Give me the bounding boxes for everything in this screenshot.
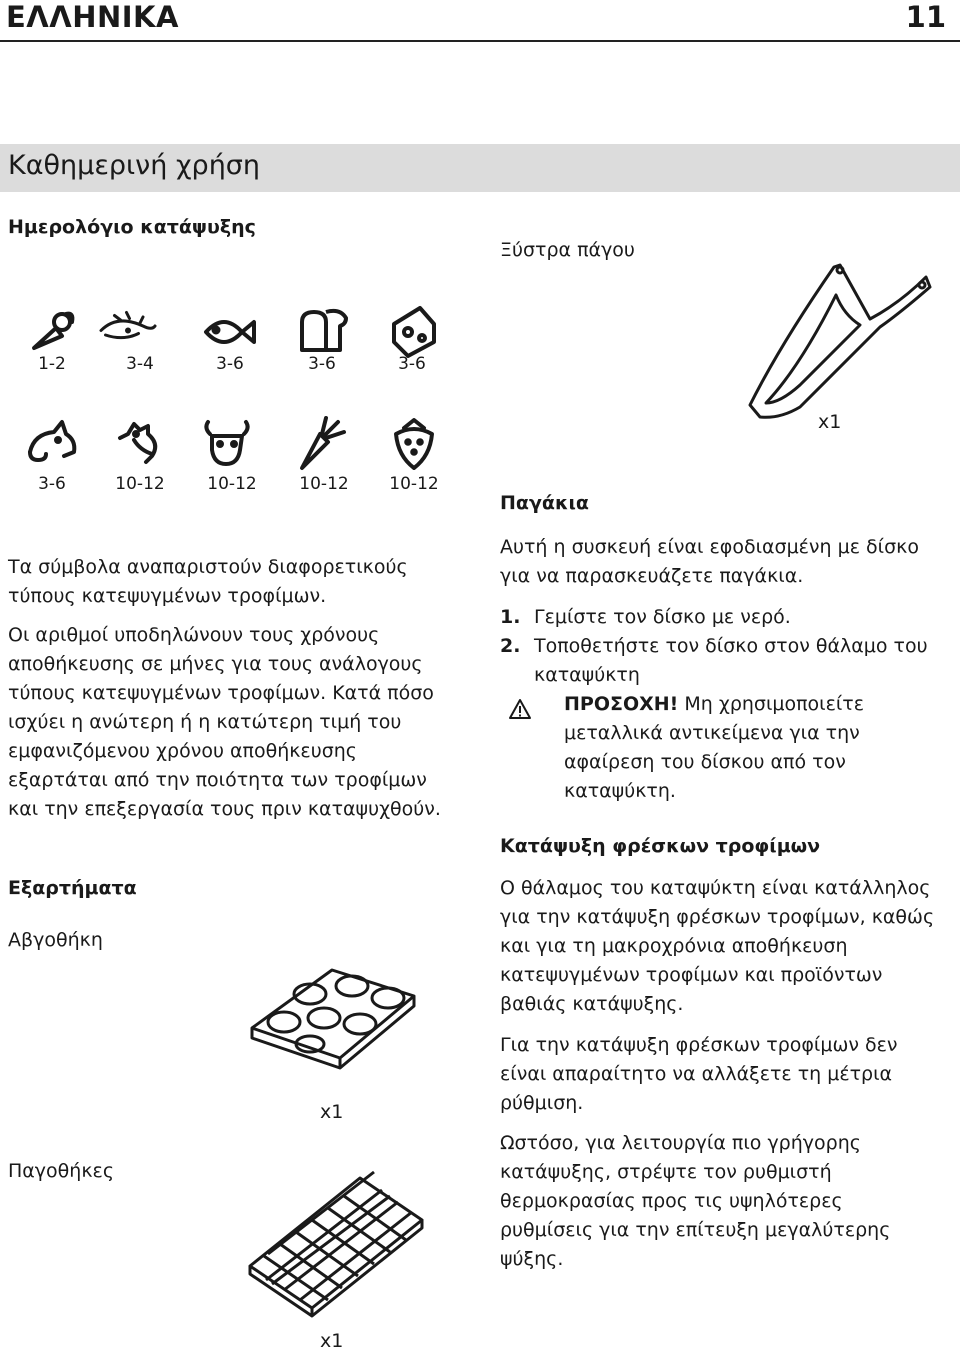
storage-times-paragraph: Οι αριθμοί υποδηλώνουν τους χρόνους αποθήκευσης σε μήνες για τους ανάλογους τύπους κατεψυγμένων τροφίμων. Κατά πόσο ισχύει η ανώτερη ή η κατώτερη τιμή του εμφανιζόμενου χρόνου αποθήκευσης εξαρτάται από την ποιότητα των τροφίμων και την επεξεργασία τους πριν καταψυχθούν. — [8, 624, 441, 820]
language-header: ΕΛΛΗΝΙΚΑ — [6, 0, 179, 34]
ice-cubes-heading: Παγάκια — [500, 492, 589, 514]
ice-cubes-steps — [500, 603, 952, 690]
egg-tray-illustration — [248, 966, 418, 1096]
fresh-food-paragraph-1: Ο θάλαμος του καταψύκτη είναι κατάλληλος για την κατάψυξη φρέσκων τροφίμων, καθώς και για τη μακροχρόνια αποθήκευση κατεψυγμένων τροφίμων και προϊόντων βαθιάς κατάψυξης. — [500, 877, 935, 1015]
step-1 — [500, 603, 952, 632]
ice-tray-illustration — [246, 1172, 426, 1322]
egg-tray-quantity: x1 — [320, 1101, 344, 1123]
storage-months-pork: 3-6 — [38, 474, 66, 494]
ice-scraper-quantity: x1 — [818, 411, 842, 433]
storage-months-fish: 3-6 — [216, 354, 244, 374]
carrot-icon — [292, 414, 352, 474]
fresh-food-paragraph-2: Για την κατάψυξη φρέσκων τροφίμων δεν είναι απαραίτητο να αλλάξετε τη μέτρια ρύθμιση. — [500, 1034, 898, 1114]
shrimp-icon — [98, 302, 158, 362]
bread-icon — [294, 302, 354, 362]
storage-months-beef: 10-12 — [207, 474, 257, 494]
ice-scraper-label: Ξύστρα πάγου — [500, 239, 635, 261]
egg-tray-label: Αβγοθήκη — [8, 929, 103, 951]
storage-months-poultry: 10-12 — [115, 474, 165, 494]
ice-cream-icon — [22, 302, 82, 362]
storage-months-bread: 3-6 — [308, 354, 336, 374]
pig-icon — [22, 414, 82, 474]
ice-trays-quantity: x1 — [320, 1330, 344, 1352]
step-text: Τοποθετήστε τον δίσκο στον θάλαμο του καταψύκτη — [534, 635, 928, 686]
calendar-heading: Ημερολόγιο κατάψυξης — [8, 216, 256, 238]
warning-box — [564, 690, 904, 806]
storage-months-cheese: 3-6 — [398, 354, 426, 374]
section-title: Καθημερινή χρήση — [8, 150, 261, 181]
storage-months-vegetables: 10-12 — [299, 474, 349, 494]
ice-cubes-intro: Αυτή η συσκευή είναι εφοδιασμένη με δίσκο για να παρασκευάζετε παγάκια. — [500, 536, 919, 587]
warning-title: ΠΡΟΣΟΧΗ! — [564, 693, 679, 715]
storage-months-ice-cream: 1-2 — [38, 354, 66, 374]
step-2 — [500, 632, 952, 690]
header-divider — [0, 40, 960, 42]
step-number: 2. — [500, 635, 521, 657]
page-number: 11 — [905, 0, 946, 34]
step-text: Γεμίστε τον δίσκο με νερό. — [534, 606, 791, 628]
fresh-food-heading: Κατάψυξη φρέσκων τροφίμων — [500, 835, 821, 857]
cheese-icon — [384, 302, 444, 362]
fresh-food-paragraph-3: Ωστόσο, για λειτουργία πιο γρήγορης κατάψυξης, στρέψτε τον ρυθμιστή θερμοκρασίας προς τις υψηλότερες ρυθμίσεις για την επίτευξη μεγαλύτερης ψύξης. — [500, 1132, 891, 1270]
storage-months-shrimp: 3-4 — [126, 354, 154, 374]
accessories-heading: Εξαρτήματα — [8, 877, 137, 899]
warning-text: Μη χρησιμοποιείτε μεταλλικά αντικείμενα για την αφαίρεση του δίσκου από τον καταψύκτη. — [564, 693, 865, 802]
storage-months-fruit: 10-12 — [389, 474, 439, 494]
cow-icon — [200, 414, 260, 474]
strawberry-icon — [384, 414, 444, 474]
symbols-paragraph: Τα σύμβολα αναπαριστούν διαφορετικούς τύπους κατεψυγμένων τροφίμων. — [8, 556, 408, 607]
warning-icon — [508, 698, 532, 720]
ice-trays-label: Παγοθήκες — [8, 1160, 114, 1182]
step-number: 1. — [500, 606, 521, 628]
ice-scraper-illustration — [740, 255, 940, 425]
chicken-icon — [112, 414, 172, 474]
fish-icon — [200, 302, 260, 362]
